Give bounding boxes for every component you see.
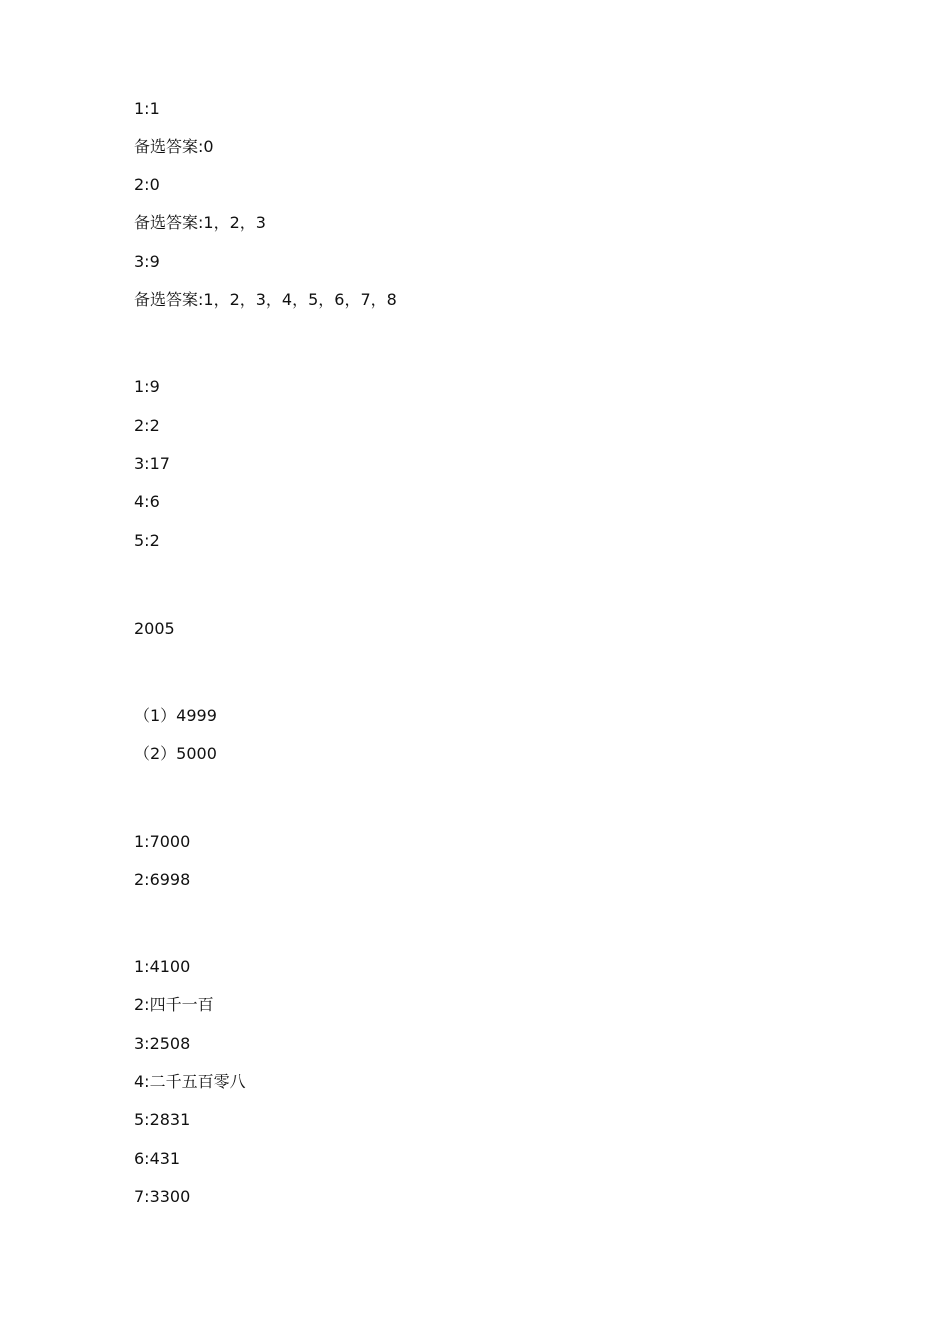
- answer-line: 2:0: [134, 175, 160, 194]
- answer-line: 2:6998: [134, 870, 191, 889]
- answer-line: （2）5000: [134, 744, 217, 763]
- answer-line: 5:2: [134, 531, 160, 550]
- answer-options-line: 备选答案:1，2，3: [134, 213, 266, 232]
- answer-line: 3:9: [134, 252, 160, 271]
- answer-line: 1:1: [134, 99, 160, 118]
- answer-line: 1:4100: [134, 957, 191, 976]
- answer-options-line: 备选答案:1，2，3，4，5，6，7，8: [134, 290, 397, 309]
- answer-options-line: 备选答案:0: [134, 137, 214, 156]
- answer-line: 5:2831: [134, 1110, 191, 1129]
- answer-line: 7:3300: [134, 1187, 191, 1206]
- answer-line: 3:2508: [134, 1034, 191, 1053]
- answer-line: 2005: [134, 619, 175, 638]
- answer-line: 2:四千一百: [134, 995, 214, 1014]
- answer-line: 4:6: [134, 492, 160, 511]
- answer-line: 1:9: [134, 377, 160, 396]
- answer-line: 4:二千五百零八: [134, 1072, 246, 1091]
- answer-line: 6:431: [134, 1149, 181, 1168]
- answer-line: 2:2: [134, 416, 160, 435]
- answer-line: 3:17: [134, 454, 170, 473]
- answer-line: 1:7000: [134, 832, 191, 851]
- answer-line: （1）4999: [134, 706, 217, 725]
